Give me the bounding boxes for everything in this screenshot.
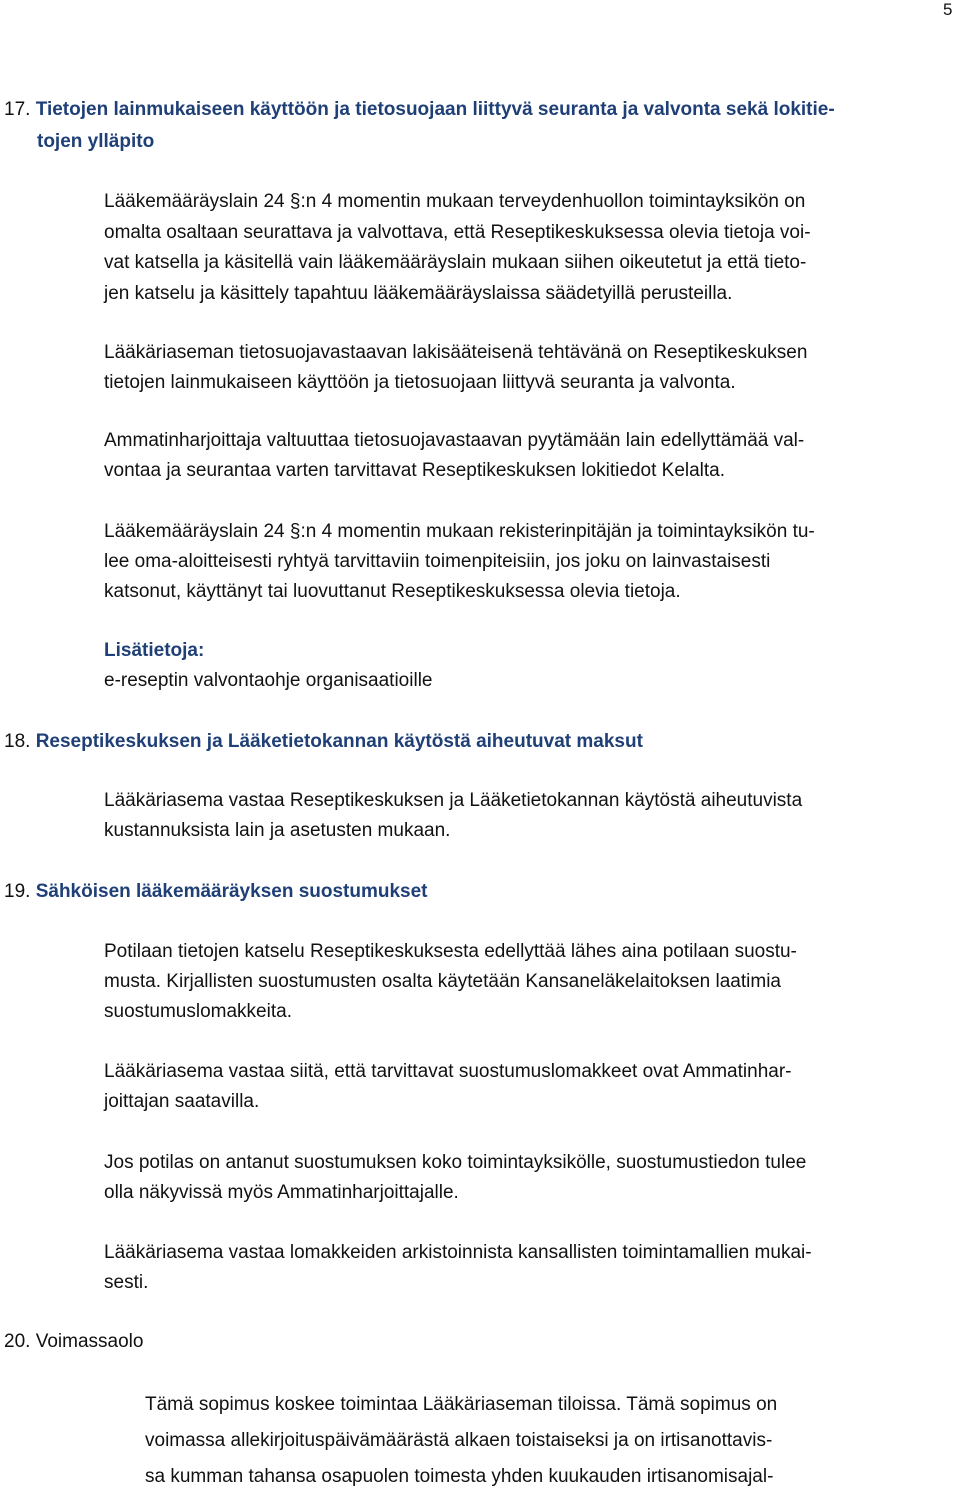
section-18-title: Reseptikeskuksen ja Lääketietokannan käytöstä aiheutuvat maksut bbox=[35, 731, 643, 752]
section-19-paragraph-3 bbox=[104, 1148, 806, 1208]
section-19-title: Sähköisen lääkemääräyksen suostumukset bbox=[35, 881, 428, 902]
section-17-paragraph-1 bbox=[104, 187, 811, 309]
section-20-heading bbox=[4, 1327, 143, 1357]
more-info-label: Lisätietoja: bbox=[104, 640, 205, 661]
section-19-heading bbox=[4, 877, 428, 907]
section-20-paragraph-1 bbox=[145, 1387, 777, 1495]
paragraph-line: joittajan saatavilla. bbox=[104, 1091, 260, 1112]
paragraph-line: suostumuslomakkeita. bbox=[104, 1001, 292, 1022]
paragraph-line: Lääkäriasema vastaa Reseptikeskuksen ja Lääketietokannan käytöstä aiheutuvista bbox=[104, 790, 803, 811]
paragraph-line: sesti. bbox=[104, 1272, 149, 1293]
more-info-link[interactable]: e-reseptin valvontaohje organisaatioille bbox=[104, 670, 433, 691]
paragraph-line: jen katselu ja käsittely tapahtuu lääkemääräyslaissa säädetyillä perusteilla. bbox=[104, 282, 733, 304]
section-17-title-line-2: tojen ylläpito bbox=[37, 131, 155, 152]
paragraph-line: omalta osaltaan seurattava ja valvottava, että Reseptikeskuksessa olevia tietoja voi- bbox=[104, 221, 811, 243]
paragraph-line: Potilaan tietojen katselu Reseptikeskuksesta edellyttää lähes aina potilaan suostu- bbox=[104, 941, 797, 962]
section-17-heading bbox=[4, 95, 835, 125]
section-20-title: Voimassaolo bbox=[35, 1331, 144, 1352]
paragraph-line: tietojen lainmukaiseen käyttöön ja tietosuojaan liittyvä seuranta ja valvonta. bbox=[104, 372, 736, 393]
paragraph-line: vontaa ja seurantaa varten tarvittavat Reseptikeskuksen lokitiedot Kelalta. bbox=[104, 460, 726, 481]
section-17-paragraph-2 bbox=[104, 338, 807, 398]
section-18-number: 18. bbox=[4, 731, 31, 752]
paragraph-line: voimassa allekirjoituspäivämäärästä alkaen toistaiseksi ja on irtisanottavis- bbox=[145, 1430, 773, 1451]
paragraph-line: katsonut, käyttänyt tai luovuttanut Reseptikeskuksessa olevia tietoja. bbox=[104, 581, 681, 602]
section-19-paragraph-1 bbox=[104, 937, 797, 1027]
paragraph-line: Ammatinharjoittaja valtuuttaa tietosuojavastaavan pyytämään lain edellyttämää val- bbox=[104, 430, 805, 451]
paragraph-line: musta. Kirjallisten suostumusten osalta käytetään Kansaneläkelaitoksen laatimia bbox=[104, 971, 781, 992]
section-19-paragraph-2 bbox=[104, 1057, 791, 1117]
paragraph-line: Lääkäriaseman tietosuojavastaavan lakisääteisenä tehtävänä on Reseptikeskuksen bbox=[104, 342, 808, 363]
section-19-paragraph-4 bbox=[104, 1238, 812, 1298]
section-18-paragraph-1 bbox=[104, 786, 802, 846]
paragraph-line: sa kumman tahansa osapuolen toimesta yhden kuukauden irtisanomisajal- bbox=[145, 1466, 774, 1487]
section-17-paragraph-4 bbox=[104, 517, 815, 607]
section-17-title-line-1: Tietojen lainmukaiseen käyttöön ja tietosuojaan liittyvä seuranta ja valvonta sekä lokitie- bbox=[35, 99, 835, 120]
paragraph-line: Lääkemääräyslain 24 §:n 4 momentin mukaan rekisterinpitäjän ja toimintayksikön tu- bbox=[104, 521, 815, 542]
paragraph-line: lee oma-aloitteisesti ryhtyä tarvittaviin toimenpiteisiin, jos joku on lainvastaisesti bbox=[104, 551, 771, 572]
paragraph-line: Lääkäriasema vastaa siitä, että tarvittavat suostumuslomakkeet ovat Ammatinhar- bbox=[104, 1061, 792, 1082]
section-20-number: 20. bbox=[4, 1331, 31, 1352]
section-17-more-info bbox=[104, 636, 432, 696]
paragraph-line: Jos potilas on antanut suostumuksen koko toimintayksikölle, suostumustiedon tulee bbox=[104, 1152, 807, 1173]
section-18-heading bbox=[4, 727, 643, 757]
paragraph-line: vat katsella ja käsitellä vain lääkemääräyslain mukaan siihen oikeutetut ja että tieto- bbox=[104, 252, 807, 273]
paragraph-line: Lääkäriasema vastaa lomakkeiden arkistoinnista kansallisten toimintamallien mukai- bbox=[104, 1242, 812, 1263]
section-19-number: 19. bbox=[4, 881, 31, 902]
paragraph-line: Tämä sopimus koskee toimintaa Lääkäriaseman tiloissa. Tämä sopimus on bbox=[145, 1394, 778, 1415]
section-17-number: 17. bbox=[4, 99, 31, 120]
section-17-title-continuation bbox=[37, 127, 154, 157]
paragraph-line: olla näkyvissä myös Ammatinharjoittajalle. bbox=[104, 1182, 459, 1203]
paragraph-line: Lääkemääräyslain 24 §:n 4 momentin mukaan terveydenhuollon toimintayksikön on bbox=[104, 191, 806, 212]
paragraph-line: kustannuksista lain ja asetusten mukaan. bbox=[104, 820, 451, 841]
section-17-paragraph-3 bbox=[104, 426, 804, 486]
page-number: 5 bbox=[943, 0, 953, 19]
